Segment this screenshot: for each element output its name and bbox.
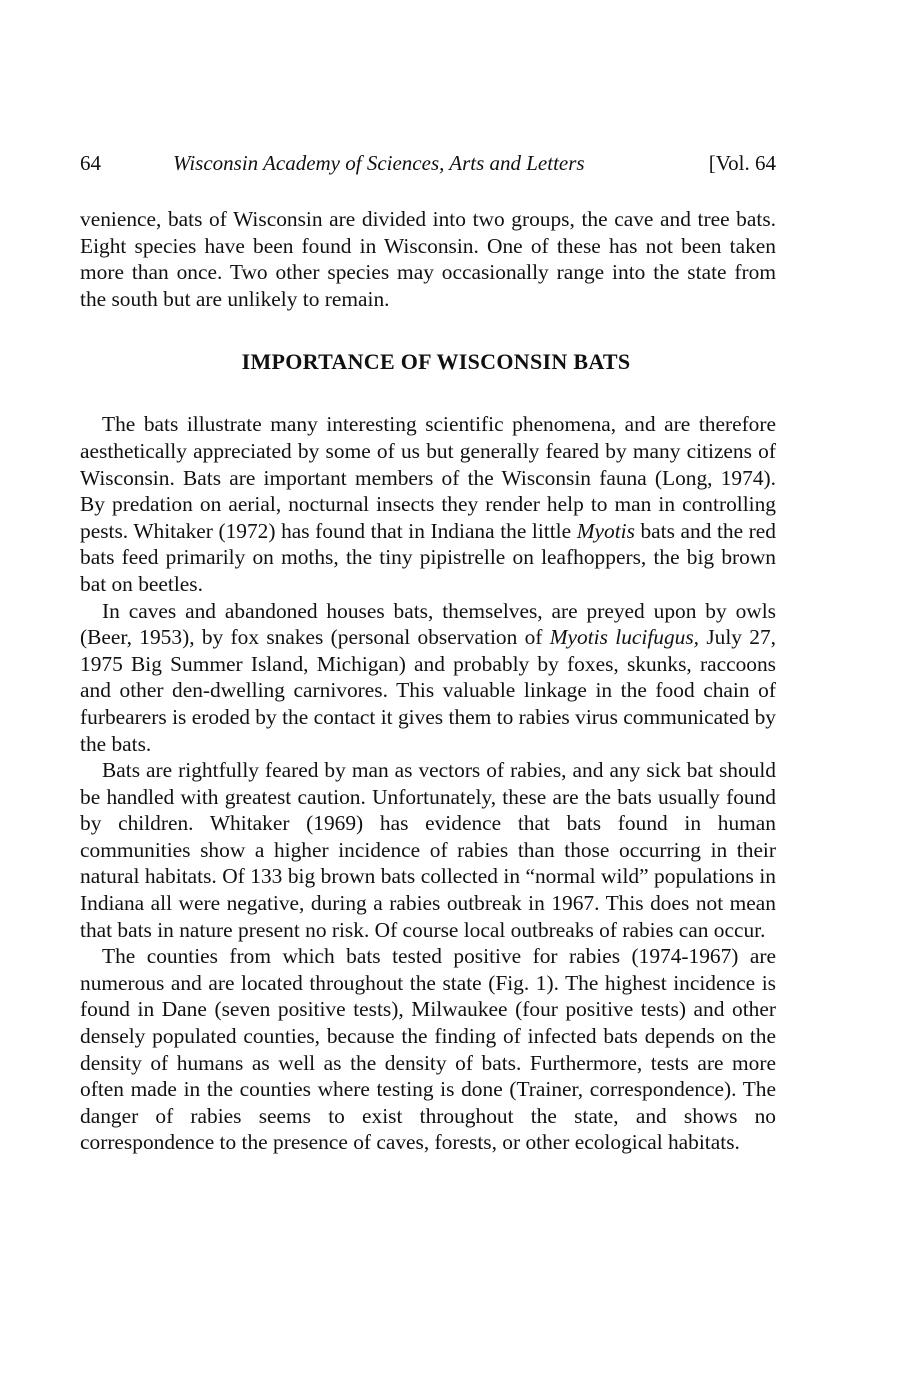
journal-title: Wisconsin Academy of Sciences, Arts and Letters (173, 151, 585, 175)
running-header (80, 148, 776, 178)
paragraph-predators-text-2: July 27, 1975 Big Summer Island, Michigan) and probably by foxes, skunks, raccoons and other den-dwelling carnivores. This valuable linkage in the food chain of furbearers is eroded by the contact it gives them to rabies virus communicated by the bats. (80, 625, 777, 756)
paragraph-diet (80, 411, 776, 597)
page-number: 64 (80, 151, 101, 175)
paragraph-diet-text-1: The bats illustrate many interesting scientific phenomena, and are therefore aesthetically appreciated by some of us but generally feared by many citizens of Wisconsin. Bats are important members of the Wisconsin fauna (Long, 1974). By predation on aerial, nocturnal insects they render help to man in controlling pests. Whitaker (1972) has found that in Indiana the little (80, 412, 776, 543)
paragraph-predators-text-1: In caves and abandoned houses bats, themselves, are preyed upon by owls (Beer, 1953), by fox snakes (personal observation of (80, 598, 776, 650)
document-page (80, 148, 776, 1156)
paragraph-diet-species: Myotis (576, 518, 635, 543)
paragraph-predators (80, 598, 776, 758)
paragraph-counties: The counties from which bats tested positive for rabies (1974-1967) are numerous and are located throughout the state (Fig. 1). The highest incidence is found in Dane (seven positive tests), Milwaukee (four positive tests) and other densely populated counties, because the finding of infected bats depends on the density of humans as well as the density of bats. Furthermore, tests are more often made in the counties where testing is done (Trainer, correspondence). The danger of rabies seems to exist throughout the state, and shows no correspondence to the presence of caves, forests, or other ecological habitats. (80, 944, 776, 1155)
paragraph-diet-text-2: bats and the red bats feed primarily on moths, the tiny pipistrelle on leafhoppers, the big brown bat on beetles. (80, 518, 776, 596)
section-heading: IMPORTANCE OF WISCONSIN BATS (241, 349, 631, 375)
volume-label: [Vol. 64 (708, 151, 776, 175)
paragraph-rabies: Bats are rightfully feared by man as vectors of rabies, and any sick bat should be handled with greatest caution. Unfortunately, these are the bats usually found by children. Whitaker (1969) has evidence that bats found in human communities show a higher incidence of rabies than those occurring in their natural habitats. Of 133 big brown bats collected in “normal wild” populations in Indiana all were negative, during a rabies outbreak in 1967. This does not mean that bats in nature present no risk. Of course local outbreaks of rabies can occur. (80, 758, 776, 942)
intro-paragraph: venience, bats of Wisconsin are divided into two groups, the cave and tree bats. Eight species have been found in Wisconsin. One of these has not been taken more than once. Two other species may occasionally range into the state from the south but are unlikely to remain. (80, 207, 776, 311)
paragraph-predators-species: Myotis lucifugus, (549, 625, 700, 650)
